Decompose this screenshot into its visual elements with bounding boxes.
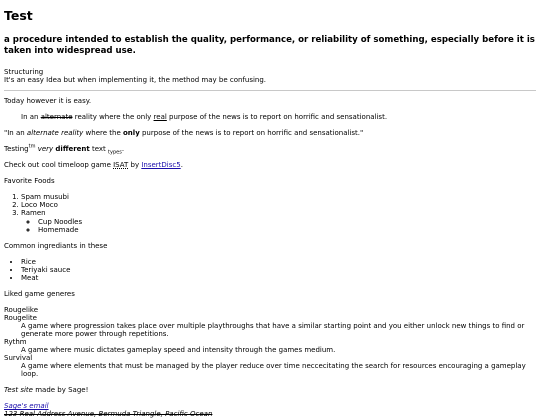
genre-term: Survival <box>4 354 33 363</box>
favorite-foods-list <box>4 193 536 233</box>
list-item: • Meat <box>21 274 536 282</box>
list-item: • Teriyaki sauce <box>21 266 536 274</box>
email-link[interactable]: Sage's email <box>4 402 49 411</box>
insertdisc5-link[interactable]: InsertDisc5 <box>141 161 181 170</box>
alt-underlined: real <box>153 113 167 122</box>
testing-very: very <box>37 145 54 154</box>
testing-end: . <box>121 145 125 154</box>
testing-text: text <box>89 145 109 154</box>
quote-mid: where the <box>83 129 123 138</box>
ingredients-list <box>4 258 536 282</box>
list-item: 1. Spam musubi <box>21 193 536 201</box>
ramen-sublist <box>21 218 536 234</box>
testing-word: Testing <box>4 145 29 154</box>
street-address: 123 Real Address Avenue, Bermuda Triangle, Pacific Ocean <box>4 410 213 418</box>
genre-term: Rythm <box>4 338 27 347</box>
structuring-label: Structuring <box>4 68 44 76</box>
genre-term: Rougelite <box>4 313 37 322</box>
testing-sup: tm <box>28 143 36 150</box>
today-text: Today however it is easy. <box>4 97 92 106</box>
alt-mid: reality where the only <box>72 113 154 122</box>
game-by: by <box>128 161 142 170</box>
structuring-code: It's an easy Idea but when implementing it, the method may be confusing. <box>4 76 267 85</box>
genre-description: A game where elements that must be managed by the player reduce over time neccecitating the search for resources encouraging a gameplay loop. <box>21 362 526 379</box>
genres-heading: Liked game generes <box>4 289 75 298</box>
list-item: • Rice <box>21 258 536 266</box>
credit-rest: made by Sage! <box>32 386 89 395</box>
quote-prefix: "In an <box>4 129 27 138</box>
quote-suffix: purpose of the news is to report on horrific and sensationalist." <box>139 129 364 138</box>
credit-italic: Test site <box>4 386 33 395</box>
testing-sub: types <box>108 149 122 156</box>
list-item-label: Ramen <box>21 209 46 218</box>
genre-description: A game where music dictates gameplay speed and intensity through the games medium. <box>21 346 336 355</box>
quote-line <box>4 129 536 137</box>
game-prefix: Check out cool timeloop game <box>4 161 114 170</box>
testing-line <box>4 143 536 156</box>
quote-bold: only <box>123 129 140 138</box>
page-title: Test <box>4 8 33 23</box>
list-item: ◦ Homemade <box>38 226 536 234</box>
genre-term: Rougelike <box>4 305 39 314</box>
genre-description: A game where progression takes place over multiple playthroughs that have a similar starting point and you either unlock new things to find or generate more power through repetitions. <box>21 321 525 338</box>
page-subtitle: a procedure intended to establish the quality, performance, or reliability of something, especially before it is taken into widespread use. <box>4 35 535 56</box>
credit-line <box>4 386 536 394</box>
ingredients-heading: Common ingrediants in these <box>4 241 108 250</box>
alt-prefix: In an <box>21 113 41 122</box>
list-item: 2. Loco Moco <box>21 201 536 209</box>
game-end: . <box>180 161 183 170</box>
favorite-foods-heading: Favorite Foods <box>4 177 55 186</box>
game-line <box>4 161 536 169</box>
alternate-reality-line <box>4 113 536 121</box>
list-item: ◦ Cup Noodles <box>38 218 536 226</box>
isat-abbr[interactable]: ISAT <box>113 161 129 170</box>
divider <box>4 90 536 91</box>
testing-different: different <box>55 145 90 154</box>
genres-list <box>4 306 536 378</box>
list-item-ramen <box>21 209 536 233</box>
alt-strikethrough: alternate <box>40 113 73 122</box>
alt-suffix: purpose of the news is to report on horrific and sensationalist. <box>166 113 388 122</box>
quote-italic: alternate reality <box>26 129 84 138</box>
structuring-block <box>4 68 536 84</box>
